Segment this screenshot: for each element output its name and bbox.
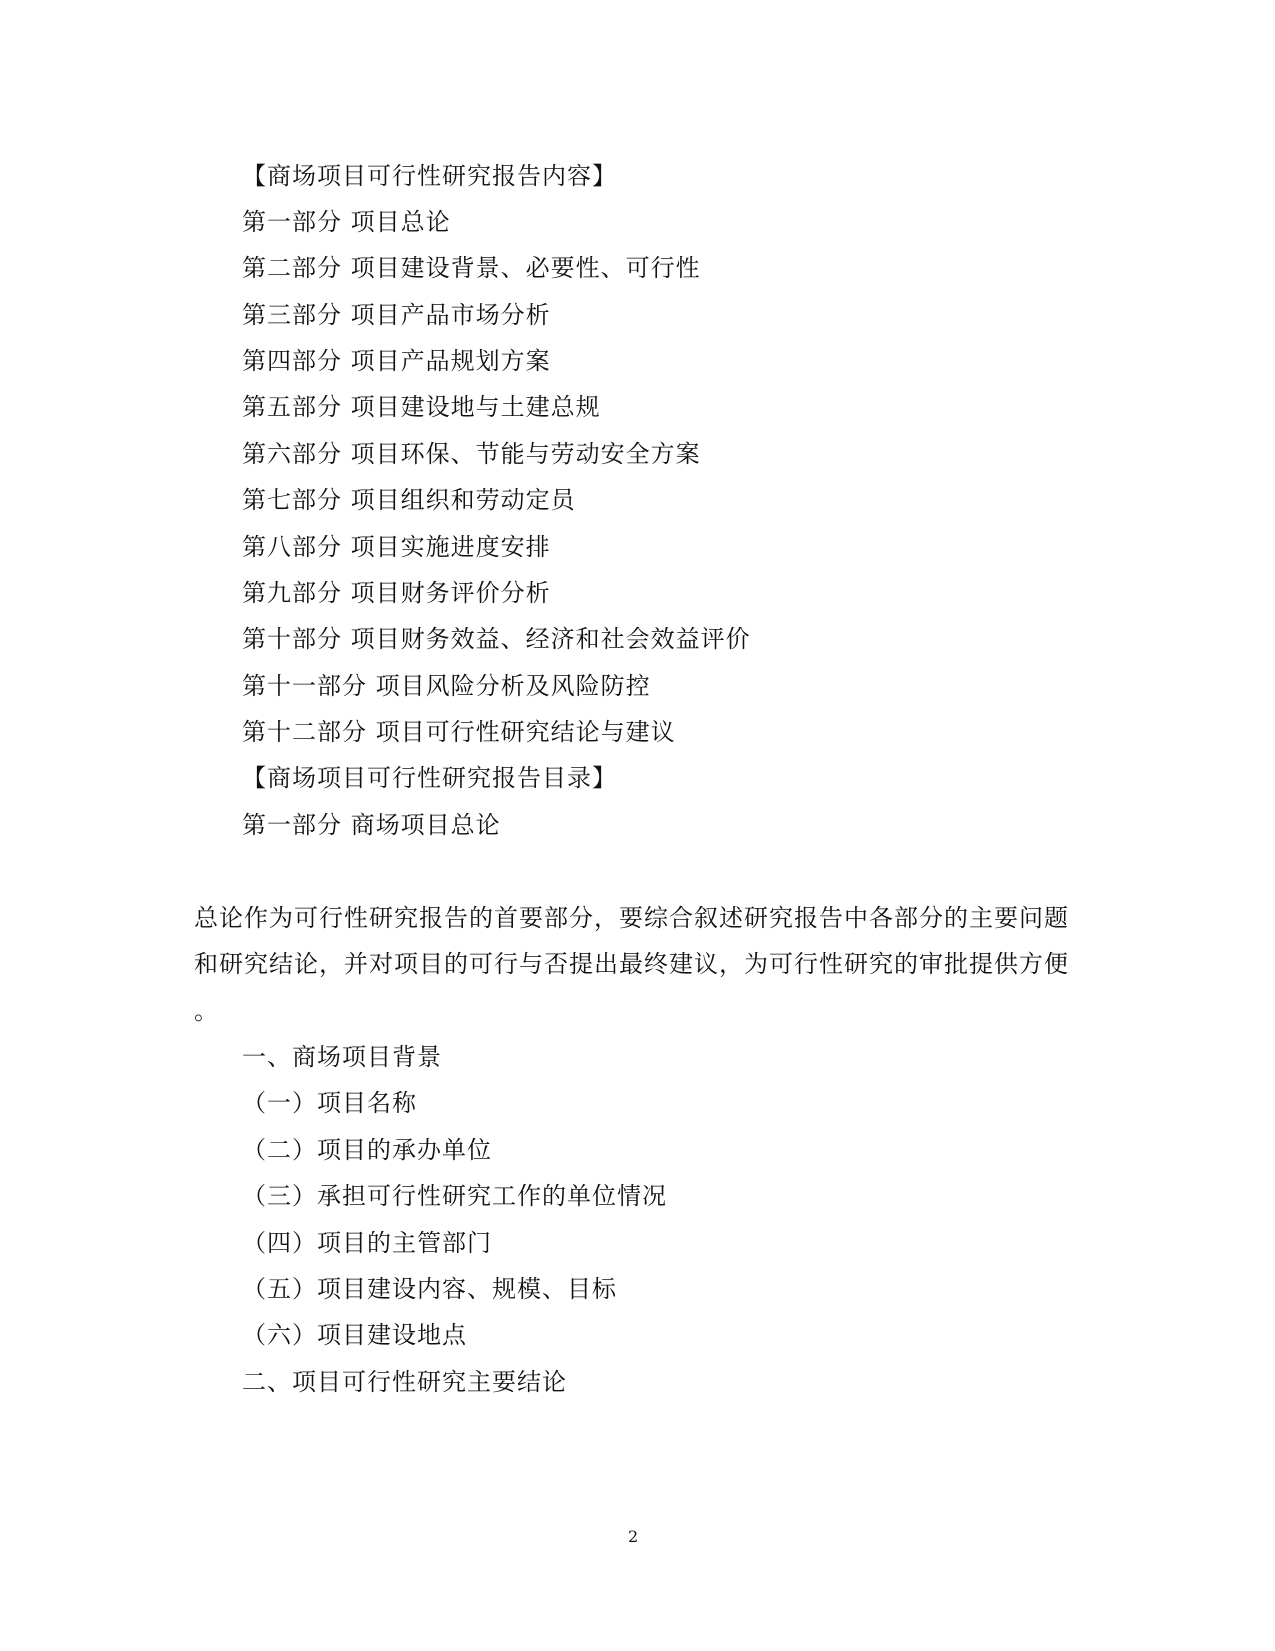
- section-two-title: 二、项目可行性研究主要结论: [242, 1368, 567, 1396]
- contents-item: 第二部分 项目建设背景、必要性、可行性: [242, 254, 701, 282]
- contents-item: 第十部分 项目财务效益、经济和社会效益评价: [242, 625, 751, 653]
- contents-item: 第四部分 项目产品规划方案: [242, 347, 551, 375]
- contents-heading: 【商场项目可行性研究报告内容】: [242, 162, 617, 190]
- page-number: 2: [628, 1527, 639, 1546]
- section-one-item: （五）项目建设内容、规模、目标: [242, 1275, 617, 1303]
- paragraph-line: 总论作为可行性研究报告的首要部分，要综合叙述研究报告中各部分的主要问题: [194, 904, 1069, 932]
- section-one-item: （六）项目建设地点: [242, 1321, 467, 1349]
- contents-item: 第十二部分 项目可行性研究结论与建议: [242, 718, 676, 746]
- paragraph-line: 。: [194, 997, 219, 1025]
- section-one-item: （四）项目的主管部门: [242, 1229, 492, 1257]
- contents-item: 第六部分 项目环保、节能与劳动安全方案: [242, 440, 701, 468]
- contents-item: 第三部分 项目产品市场分析: [242, 301, 551, 329]
- section-one-item: （三）承担可行性研究工作的单位情况: [242, 1182, 667, 1210]
- paragraph-line: 和研究结论，并对项目的可行与否提出最终建议，为可行性研究的审批提供方便: [194, 950, 1069, 978]
- contents-item: 第五部分 项目建设地与土建总规: [242, 393, 601, 421]
- section-one-title: 一、商场项目背景: [242, 1043, 442, 1071]
- contents-item: 第九部分 项目财务评价分析: [242, 579, 551, 607]
- toc-heading: 【商场项目可行性研究报告目录】: [242, 764, 617, 792]
- section-one-item: （二）项目的承办单位: [242, 1136, 492, 1164]
- section-one-item: （一）项目名称: [242, 1089, 417, 1117]
- contents-item: 第七部分 项目组织和劳动定员: [242, 486, 576, 514]
- contents-item: 第十一部分 项目风险分析及风险防控: [242, 672, 651, 700]
- contents-item: 第八部分 项目实施进度安排: [242, 533, 551, 561]
- contents-item: 第一部分 项目总论: [242, 208, 451, 236]
- toc-first-part: 第一部分 商场项目总论: [242, 811, 501, 839]
